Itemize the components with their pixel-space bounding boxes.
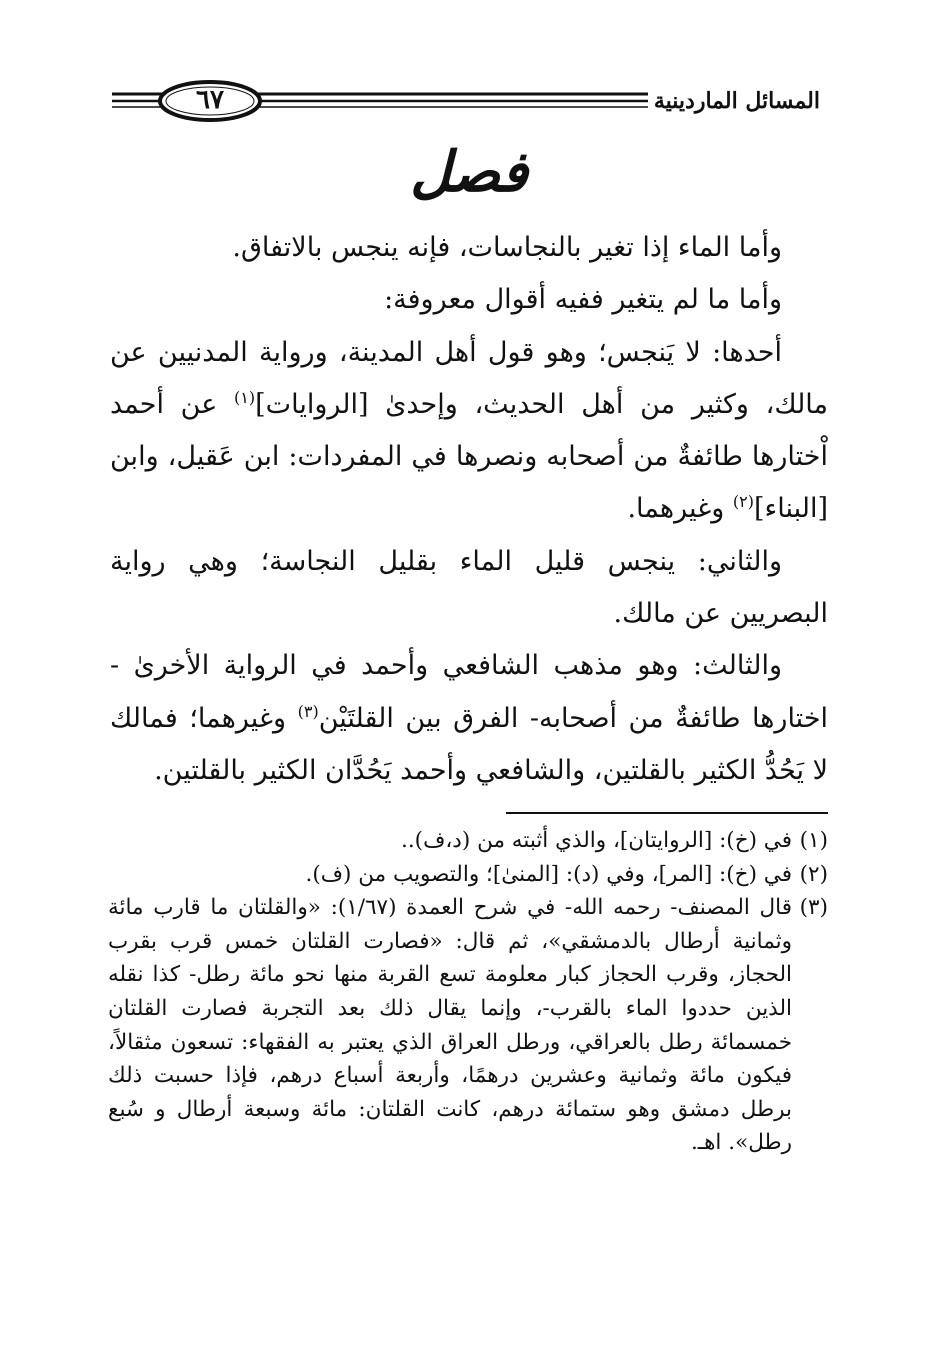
page-header	[112, 80, 826, 124]
footnote-text: في (خ): [الروايتان]، والذي أثبته من (د،ف)..	[401, 828, 792, 853]
footnote	[108, 891, 828, 1160]
paragraph: والثاني: ينجس قليل الماء بقليل النجاسة؛ وهي رواية البصريين عن مالك.	[110, 545, 828, 630]
paragraph-text: أحدها: لا يَنجس؛ وهو قول أهل المدينة، ورواية المدنيين عن مالك، وكثير من أهل الحديث، وإحدىٰ [الروايات]	[110, 336, 828, 420]
footnote-ref: (١)	[234, 387, 256, 407]
footnotes	[108, 824, 828, 1160]
paragraph	[110, 640, 828, 797]
running-title: المسائل الماردينية	[648, 84, 826, 118]
footnote	[108, 858, 828, 892]
footnote-number: (١)	[799, 828, 828, 853]
paragraph-text: وغيرهما.	[627, 493, 733, 525]
footnote-number: (٣)	[799, 895, 828, 921]
paragraph: وأما ما لم يتغير ففيه أقوال معروفة:	[384, 284, 782, 316]
main-text	[110, 222, 828, 797]
section-title: فصل	[410, 139, 528, 205]
page-number: ٦٧	[196, 85, 224, 115]
paragraph-text: وغيرهما؛ فمالك لا يَحُدُّ الكثير بالقلتين، والشافعي وأحمد يَحُدَّان الكثير بالقلتين.	[110, 702, 828, 786]
paragraph: وأما الماء إذا تغير بالنجاسات، فإنه ينجس بالاتفاق.	[232, 232, 782, 263]
paragraph-text: عن أحمد اْختارها طائفةٌ من أصحابه ونصرها في المفردات: ابن عَقيل، وابن [البناء]	[110, 388, 828, 525]
footnote-number: (٢)	[799, 861, 828, 887]
footnote-text: قال المصنف- رحمه الله- في شرح العمدة (١/٦٧): «والقلتان ما قارب مائة وثمانية أرطال بالدمشقي»، ثم قال: «فصارت القلتان خمس قرب بقرب الحجاز، وقرب الحجاز كبار معلومة تسع القربة منها نحو مائة رطل- كذا نقله الذين حددوا الماء بالقرب-، وإنما يقال ذلك بعد التجربة فصارت القلتان خمسمائة رطل بالعراقي، ورطل العراق الذي يعتبر به الفقهاء: تسعون مثقالاً، فيكون مائة وثمانية وعشرين درهمًا، وأربعة أسباع درهم، فإذا حسبت ذلك برطل دمشق وهو ستمائة درهم، كانت القلتان: مائة وسبعة أرطال و سُبع رطل». اهـ.	[108, 895, 792, 1156]
paragraph	[110, 327, 828, 536]
footnote-ref: (٣)	[297, 701, 319, 721]
footnote-ref: (٢)	[732, 492, 754, 512]
footnote-divider	[506, 812, 828, 814]
footnote-text: في (خ): [المر]، وفي (د): [المنىٰ]؛ والتصويب من (ف).	[305, 861, 792, 887]
footnote	[108, 824, 828, 858]
paragraph-text: والثالث: وهو مذهب الشافعي وأحمد في الرواية الأخرىٰ - اختارها طائفةٌ من أصحابه- الفرق بين القلتَيْن	[110, 650, 829, 734]
